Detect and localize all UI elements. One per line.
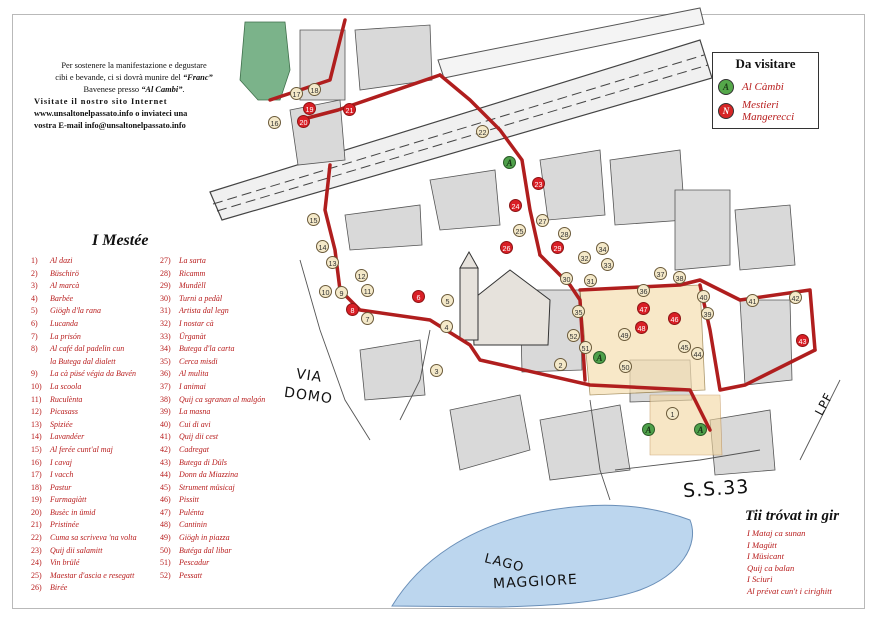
mestee-item [31, 305, 137, 318]
mestee-item-label: Busèc in ümid [50, 507, 96, 517]
mestee-item-label: Turni a pedàl [179, 293, 223, 303]
found-title: Tii tróvat in gir [745, 508, 840, 524]
intro-line-1: Per sostenere la manifestazione e degustare [61, 61, 207, 70]
mestee-item-label: Pescadur [179, 558, 210, 568]
mestee-item-number: 22) [31, 533, 42, 543]
mestee-item-number: 46) [160, 495, 171, 505]
stand-marker-42[interactable]: 42 [789, 291, 802, 304]
mestee-item [160, 280, 265, 293]
mestee-item-label: Furmagiàtt [50, 495, 87, 505]
mestee-item [160, 545, 265, 558]
mestee-item-label: Pulénta [179, 507, 204, 517]
stand-marker-40[interactable]: 40 [697, 290, 710, 303]
stand-marker-44[interactable]: 44 [691, 347, 704, 360]
mestee-item-label: Lucanda [50, 318, 78, 328]
mestee-item-number: 8) [31, 344, 38, 354]
mestee-item [160, 444, 265, 457]
mestee-item-number: 44) [160, 470, 171, 480]
mestee-item-label: I cavaj [50, 457, 72, 467]
intro-line-3 [34, 84, 234, 96]
mestee-item-label: Barbée [50, 293, 74, 303]
mestee-item [160, 268, 265, 281]
park-area [240, 22, 290, 100]
intro-text [34, 60, 234, 132]
mestee-item-number: 12) [31, 407, 42, 417]
intro-line-3-end: . [182, 85, 185, 94]
mestee-item-number: 25) [31, 570, 42, 580]
mestee-item [160, 570, 265, 583]
mestee-item-number: 6) [31, 318, 38, 328]
mestee-item-number: 14) [31, 432, 42, 442]
al-cambi-marker[interactable]: A [694, 423, 707, 436]
mestee-item-label: Al café dal padelin cun [50, 344, 125, 354]
lake-maggiore [392, 505, 693, 607]
mestee-item [160, 457, 265, 470]
mestee-item-number: 42) [160, 444, 171, 454]
stand-marker-27[interactable]: 27 [536, 214, 549, 227]
mestee-item [31, 582, 137, 595]
mestee-item-number: 11) [31, 394, 42, 404]
stand-marker-38[interactable]: 38 [673, 271, 686, 284]
stand-marker-9[interactable]: 9 [335, 286, 348, 299]
mestee-item-number: 21) [31, 520, 42, 530]
mestee-item-number: 29) [160, 281, 171, 291]
mestee-item [160, 293, 265, 306]
mestee-item [31, 431, 137, 444]
food-stand-marker-23[interactable]: 23 [532, 177, 545, 190]
stand-marker-4[interactable]: 4 [440, 320, 453, 333]
mestee-item [160, 519, 265, 532]
stand-marker-31[interactable]: 31 [584, 274, 597, 287]
mestee-item-label: Pissitt [179, 495, 200, 505]
stand-marker-14[interactable]: 14 [316, 240, 329, 253]
mestee-item [160, 255, 265, 268]
mestee-item [31, 255, 137, 268]
mestee-item-label: Donn da Miazzina [179, 470, 239, 480]
food-stand-marker-47[interactable]: 47 [637, 302, 650, 315]
intro-line-2 [34, 72, 234, 84]
mestee-item [160, 368, 265, 381]
church-sketch [460, 252, 550, 345]
stand-marker-41[interactable]: 41 [746, 294, 759, 307]
mestee-item-label: Butega di Düls [179, 457, 227, 467]
via-label: VIA [295, 366, 324, 386]
mestee-item-label: Quij ca sgranan al malgón [179, 394, 266, 404]
stand-marker-32[interactable]: 32 [578, 251, 591, 264]
mestee-item-label: Al marcà [50, 281, 80, 291]
mestee-item [31, 444, 137, 457]
mestee-item [31, 331, 137, 344]
mestee-item-label: Al dazi [50, 256, 73, 265]
stand-marker-49[interactable]: 49 [618, 328, 631, 341]
mestee-item-label: Maestar d'ascia e resegatt [50, 570, 135, 580]
mestee-item-number: 27) [160, 256, 171, 265]
mestee-item-label: la Butega dal dialett [50, 356, 116, 366]
mestee-item-label: I vacch [50, 470, 74, 480]
mestee-item [160, 356, 265, 369]
al-cambi-marker[interactable]: A [593, 351, 606, 364]
mestee-item [160, 381, 265, 394]
stand-marker-16[interactable]: 16 [268, 116, 281, 129]
mestee-item-number: 26) [31, 583, 42, 593]
mestee-item [31, 406, 137, 419]
mestee-item [31, 482, 137, 495]
mestee-item-number: 48) [160, 520, 171, 530]
found-item: I Müsicant [747, 551, 784, 562]
da-visitare-legend [712, 52, 819, 129]
mestee-item [160, 507, 265, 520]
mestee-item [31, 545, 137, 558]
stand-marker-35[interactable]: 35 [572, 305, 585, 318]
food-stand-marker-48[interactable]: 48 [635, 321, 648, 334]
mestee-item-label: Cui di avi [179, 419, 211, 429]
food-stand-marker-21[interactable]: 21 [343, 103, 356, 116]
mestee-item-label: Al mulita [179, 369, 209, 379]
mestee-item [160, 406, 265, 419]
stand-marker-1[interactable]: 1 [666, 407, 679, 420]
mestee-item-label: Cantinin [179, 520, 208, 530]
stand-marker-34[interactable]: 34 [596, 242, 609, 255]
found-item: I Mataj ca sunan [747, 528, 806, 538]
mestee-item-number: 43) [160, 457, 171, 467]
stand-marker-17[interactable]: 17 [290, 87, 303, 100]
mestee-item [160, 469, 265, 482]
domo-label: DOMO [283, 384, 334, 408]
food-stand-marker-19[interactable]: 19 [303, 102, 316, 115]
mestee-item-label: La prisón [50, 331, 81, 341]
stand-marker-33[interactable]: 33 [601, 258, 614, 271]
intro-line-4: Visitate il nostro sito Internet [34, 97, 168, 106]
mestee-item [31, 381, 137, 394]
ss33-label: S.S.33 [682, 475, 751, 503]
legend-red-row [718, 99, 794, 123]
mestee-item-label: Quij dii cest [179, 432, 219, 442]
mestee-item-label: Butéga dal libar [179, 545, 232, 555]
mestee-item-label: Ricamm [179, 268, 206, 278]
mestee-item-number: 13) [31, 419, 42, 429]
mestee-item [31, 532, 137, 545]
mestee-item-number: 31) [160, 306, 171, 316]
mestee-item-number: 10) [31, 381, 42, 391]
mestee-item-number: 4) [31, 293, 38, 303]
stand-marker-50[interactable]: 50 [619, 360, 632, 373]
mestee-item-label: Pessatt [179, 570, 203, 580]
mestee-item [31, 280, 137, 293]
food-stand-marker-43[interactable]: 43 [796, 334, 809, 347]
mestee-item-number: 34) [160, 344, 171, 354]
found-item: I Sciuri [747, 574, 773, 585]
stand-marker-30[interactable]: 30 [560, 272, 573, 285]
mestee-item [160, 394, 265, 407]
mestee-item-label: Giögh in piazza [179, 533, 230, 543]
mestee-item [160, 494, 265, 507]
stand-marker-36[interactable]: 36 [637, 284, 650, 297]
mestee-item-number: 16) [31, 457, 42, 467]
mestee-item [31, 469, 137, 482]
mestee-item-label: Cuma sa scriveva 'na volta [50, 533, 137, 543]
stand-marker-39[interactable]: 39 [701, 307, 714, 320]
stand-marker-7[interactable]: 7 [361, 312, 374, 325]
mestee-item-number: 41) [160, 432, 171, 442]
lower-piazza [650, 395, 722, 455]
intro-line-2-text: cibi e bevande, ci si dovrà munire del [55, 73, 183, 82]
legend-green-label: Al Càmbi [742, 81, 784, 93]
found-list [747, 528, 832, 598]
mestee-item-number: 9) [31, 369, 38, 379]
legend-red-label [742, 99, 794, 123]
mestee-item [160, 532, 265, 545]
mestee-item-number: 18) [31, 482, 42, 492]
mestee-item [31, 557, 137, 570]
stand-marker-12[interactable]: 12 [355, 269, 368, 282]
mestee-list-a [31, 255, 137, 595]
mestee-item [160, 343, 265, 356]
found-item: Al prévat cun't i cirighitt [747, 585, 832, 596]
intro-line-6[interactable]: vostra E-mail info@unsaltonelpassato.info [34, 121, 186, 130]
food-stand-marker-26[interactable]: 26 [500, 241, 513, 254]
mestee-item-number: 49) [160, 533, 171, 543]
mestee-item-label: I nostar cà [179, 318, 214, 328]
mestee-item-label: Giögh d'la rana [50, 306, 102, 316]
mestee-item-label: La masna [179, 407, 211, 417]
mestee-item [160, 331, 265, 344]
mestee-item-number: 7) [31, 331, 38, 341]
legend-title: Da visitare [735, 56, 796, 71]
mestee-item [31, 457, 137, 470]
al-cambi-marker[interactable]: A [503, 156, 516, 169]
stand-marker-5[interactable]: 5 [441, 294, 454, 307]
stand-marker-18[interactable]: 18 [308, 83, 321, 96]
mestee-item-number: 20) [31, 507, 42, 517]
red-marker-icon: N [718, 103, 734, 119]
mestee-item [31, 519, 137, 532]
mestee-item-number: 40) [160, 419, 171, 429]
stand-marker-11[interactable]: 11 [361, 284, 374, 297]
stand-marker-2[interactable]: 2 [554, 358, 567, 371]
mestee-item-number: 3) [31, 281, 38, 291]
mestee-item [31, 494, 137, 507]
mestee-title: I Mestée [92, 232, 149, 249]
food-stand-marker-20[interactable]: 20 [297, 115, 310, 128]
mestee-item-number: 51) [160, 558, 171, 568]
mestee-item-label: Vin brülé [50, 558, 80, 568]
legend-green-row [718, 79, 784, 95]
mestee-item-label: Lavandéer [50, 432, 85, 442]
mestee-item-label: Picasass [50, 407, 78, 417]
mestee-item-label: Quij dii salamitt [50, 545, 103, 555]
food-stand-marker-6[interactable]: 6 [412, 290, 425, 303]
mestee-item-number: 45) [160, 482, 171, 492]
mestee-item-label: Strument müsicaj [179, 482, 235, 492]
food-stand-marker-24[interactable]: 24 [509, 199, 522, 212]
mestee-item-number: 32) [160, 318, 171, 328]
mestee-item-label: Cadregat [179, 444, 209, 454]
mestee-item-label: Spiziée [50, 419, 73, 429]
mestee-item-label: Ruculènta [50, 394, 83, 404]
mestee-item-label: Pastur [50, 482, 72, 492]
mestee-item-label: Birée [50, 583, 68, 593]
mestee-item-number: 5) [31, 306, 38, 316]
intro-line-5[interactable]: www.unsaltonelpassato.info o inviateci una [34, 109, 188, 118]
mestee-item [160, 482, 265, 495]
stand-marker-52[interactable]: 52 [567, 329, 580, 342]
mestee-item-label: La sarta [179, 256, 206, 265]
mestee-item [31, 368, 137, 381]
franc-emphasis: “Franc” [182, 73, 213, 82]
mestee-item-number [31, 356, 50, 369]
mestee-item [160, 419, 265, 432]
al-cambi-emphasis: “Al Cambi” [141, 85, 183, 94]
maggiore-label: MAGGIORE [492, 571, 579, 593]
mestee-item-label: La scoola [50, 381, 82, 391]
mestee-item-label: I animai [179, 381, 206, 391]
mestee-item [160, 318, 265, 331]
stand-marker-3[interactable]: 3 [430, 364, 443, 377]
mestee-item-label: Cerca misdi [179, 356, 218, 366]
mestee-item-label: Butega d'la carta [179, 344, 235, 354]
mestee-item-number: 28) [160, 268, 171, 278]
mestee-item-number: 38) [160, 394, 171, 404]
mestee-item [31, 570, 137, 583]
mestee-item-number: 47) [160, 507, 171, 517]
mestee-item-number: 1) [31, 256, 38, 265]
mestee-item [31, 318, 137, 331]
stand-marker-22[interactable]: 22 [476, 125, 489, 138]
green-marker-icon: A [718, 79, 734, 95]
stand-marker-51[interactable]: 51 [579, 341, 592, 354]
mestee-item-number: 30) [160, 293, 171, 303]
mestee-item [31, 356, 137, 369]
mestee-item-number: 37) [160, 381, 171, 391]
mestee-item [31, 419, 137, 432]
mestee-item-label: Büschirö [50, 268, 79, 278]
mestee-item [31, 293, 137, 306]
food-stand-marker-8[interactable]: 8 [346, 303, 359, 316]
mestee-item [160, 431, 265, 444]
mestee-item-label: Al ferée cunt'al maj [50, 444, 113, 454]
stand-marker-15[interactable]: 15 [307, 213, 320, 226]
legend-red-label-2: Mangerecci [742, 111, 795, 123]
mestee-item [31, 343, 137, 356]
legend-red-label-1: Mestieri [742, 99, 779, 111]
mestee-item-number: 50) [160, 545, 171, 555]
mestee-item-label: Mundèll [179, 281, 206, 291]
mestee-item-label: Ürganàt [179, 331, 206, 341]
stand-marker-28[interactable]: 28 [558, 227, 571, 240]
food-stand-marker-46[interactable]: 46 [668, 312, 681, 325]
mestee-item-number: 24) [31, 558, 42, 568]
mestee-item [160, 305, 265, 318]
mestee-item-number: 52) [160, 570, 171, 580]
stand-marker-37[interactable]: 37 [654, 267, 667, 280]
mestee-item-number: 35) [160, 356, 171, 366]
mestee-item-number: 23) [31, 545, 42, 555]
lago-label: LAGO [482, 551, 526, 576]
mestee-item-label: Pristinée [50, 520, 79, 530]
mestee-item-number: 19) [31, 495, 42, 505]
stand-marker-13[interactable]: 13 [326, 256, 339, 269]
mestee-item-label: Artista dal legn [179, 306, 229, 316]
mestee-item-label: La cà püsé végia da Bavén [50, 369, 136, 379]
mestee-item-number: 33) [160, 331, 171, 341]
stand-marker-45[interactable]: 45 [678, 340, 691, 353]
found-item: I Magütt [747, 539, 777, 550]
stand-marker-10[interactable]: 10 [319, 285, 332, 298]
food-stand-marker-29[interactable]: 29 [551, 241, 564, 254]
stand-marker-25[interactable]: 25 [513, 224, 526, 237]
mestee-item-number: 39) [160, 407, 171, 417]
mestee-item-number: 15) [31, 444, 42, 454]
mestee-item [31, 268, 137, 281]
mestee-item-number: 17) [31, 470, 42, 480]
mestee-item [160, 557, 265, 570]
mestee-item-number: 2) [31, 268, 38, 278]
mestee-item [31, 394, 137, 407]
mestee-item-number: 36) [160, 369, 171, 379]
found-item: Quij ca balan [747, 562, 795, 573]
mestee-list-b [160, 255, 265, 582]
lpf-label: LPF [812, 390, 836, 418]
intro-line-3-text: Bavenese presso [83, 85, 142, 94]
al-cambi-marker[interactable]: A [642, 423, 655, 436]
mestee-item [31, 507, 137, 520]
